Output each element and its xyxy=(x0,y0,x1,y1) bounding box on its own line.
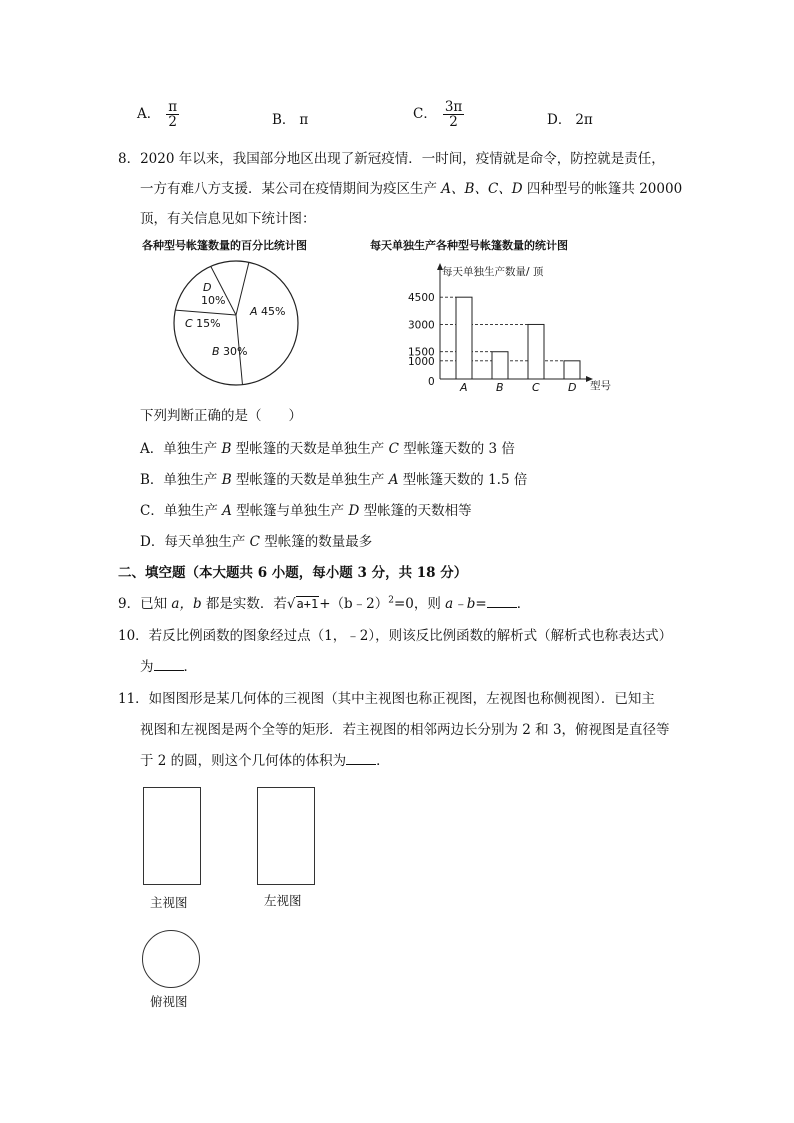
pie-label-A: A 45% xyxy=(250,305,286,318)
bar-ytick-1500: 1500 xyxy=(408,346,435,359)
pie-label-D-letter: D xyxy=(203,281,212,294)
bar-origin-label: 0 xyxy=(428,376,435,388)
q8-option-d: D．每天单独生产 C 型帐篷的数量最多 xyxy=(140,534,373,550)
bar-C xyxy=(528,324,544,379)
q10-line2: 为 ． xyxy=(140,659,197,675)
q11-line1: 11．如图图形是某几何体的三视图（其中主视图也称正视图，左视图也称侧视图）．已知主 xyxy=(118,691,655,707)
q9-answer-blank xyxy=(487,595,517,608)
top-view-circle xyxy=(142,930,200,988)
bar-ytick-4500: 4500 xyxy=(408,292,435,305)
q10-answer-blank xyxy=(154,658,184,671)
pie-label-B: B 30% xyxy=(212,345,248,358)
pie-chart xyxy=(140,255,360,395)
section2-title: 二、填空题（本大题共 6 小题，每小题 3 分，共 18 分） xyxy=(118,565,468,581)
bar-B xyxy=(492,352,508,379)
q7-option-b: B． π xyxy=(272,112,309,128)
bar-ytick-3000: 3000 xyxy=(408,319,435,332)
q7-option-d: D． 2π xyxy=(547,112,593,128)
front-view-label: 主视图 xyxy=(150,895,188,910)
q8-option-c: C．单独生产 A 型帐篷与单独生产 D 型帐篷的天数相等 xyxy=(140,503,472,519)
bar-D xyxy=(564,361,580,379)
q11-line3: 于 2 的圆，则这个几何体的体积为 ． xyxy=(140,753,390,769)
q8-line1: 8．2020 年以来，我国部分地区出现了新冠疫情．一时间，疫情就是命令，防控就是责任， xyxy=(118,151,665,167)
q8-question: 下列判断正确的是（ ） xyxy=(140,408,302,424)
pie-chart-title: 各种型号帐篷数量的百分比统计图 xyxy=(142,239,307,252)
bar-xlabel: 型号 xyxy=(590,380,611,392)
top-view-label: 俯视图 xyxy=(150,994,188,1009)
bar-tick-C: C xyxy=(532,381,540,394)
q11-answer-blank xyxy=(346,752,376,765)
bar-A xyxy=(456,297,472,379)
pie-label-C: C 15% xyxy=(185,317,221,330)
q8-option-b: B．单独生产 B 型帐篷的天数是单独生产 A 型帐篷天数的 1.5 倍 xyxy=(140,472,528,488)
left-view-rect xyxy=(257,787,315,885)
q7-option-a: A． $\frac{\pi}{2}$ xyxy=(137,99,178,131)
q8-line2: 一方有难八方支援．某公司在疫情期间为疫区生产 A、B、C、D 四种型号的帐篷共 20000 xyxy=(140,181,683,197)
bar-tick-A: A xyxy=(460,381,468,394)
bar-chart xyxy=(400,253,630,395)
bar-tick-D: D xyxy=(568,381,577,394)
bar-tick-B: B xyxy=(496,381,504,394)
front-view-rect xyxy=(143,787,201,885)
pie-label-D-value: 10% xyxy=(201,294,226,307)
bar-ylabel: 每天单独生产数量/ 顶 xyxy=(442,266,544,278)
q10-line1: 10．若反比例函数的图象经过点（1，﹣2），则该反比例函数的解析式（解析式也称表达式） xyxy=(118,628,673,644)
q11-line2: 视图和左视图是两个全等的矩形．若主视图的相邻两边长分别为 2 和 3，俯视图是直径等 xyxy=(140,722,670,738)
q7-option-c: C． $\frac{3\pi}{2}$ xyxy=(413,99,463,131)
bar-ytick-1000: 1000 xyxy=(408,355,435,368)
bar-chart-title: 每天单独生产各种型号帐篷数量的统计图 xyxy=(370,239,568,252)
q8-option-a: A．单独生产 B 型帐篷的天数是单独生产 C 型帐篷天数的 3 倍 xyxy=(140,441,515,457)
q8-line3: 顶，有关信息见如下统计图： xyxy=(140,211,316,227)
left-view-label: 左视图 xyxy=(264,893,302,908)
q9: 9．已知 a，b 都是实数．若√a+1+（b﹣2）$^2$=0，则 a﹣b= ． xyxy=(118,595,531,612)
